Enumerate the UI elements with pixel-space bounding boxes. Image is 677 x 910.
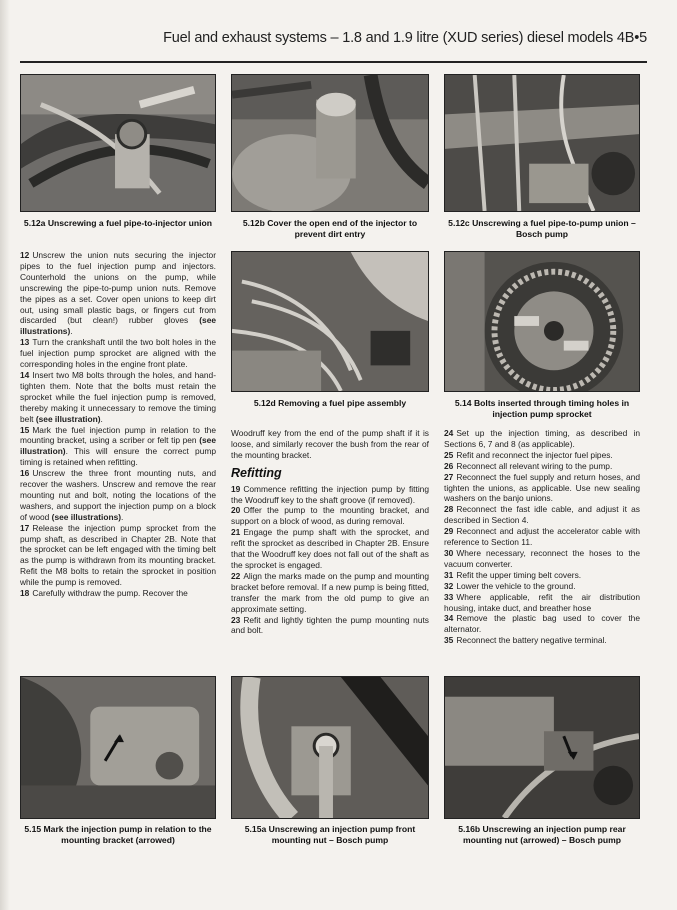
paragraph-26: 26 Reconnect all relevant wiring to the pump. — [444, 460, 613, 471]
paragraph-31: 31 Refit the upper timing belt covers. — [444, 569, 582, 580]
photo-5-12a — [20, 74, 216, 212]
subhead-refitting: Refitting — [231, 465, 282, 480]
paragraph-17: 17 Release the injection pump sprocket from the pump shaft, as described in Chapter 2B. Note that the sprocket can be left engaged with the timing belt as the pump is withdrawn from its mounting bracket. Refit the M8 bolts to retain the sprocket in position while the pump is removed. — [20, 522, 216, 588]
photo-5-15 — [20, 676, 216, 819]
caption-5-12a: 5.12a Unscrewing a fuel pipe-to-injector union — [23, 218, 213, 228]
caption-5-16b: 5.16b Unscrewing an injection pump rear mounting nut (arrowed) – Bosch pump — [458, 824, 626, 845]
paragraph-33: 33 Where applicable, refit the air distribution housing, intake duct, and breather hose — [444, 591, 640, 613]
paragraph-22: 22 Align the marks made on the pump and mounting bracket before removal. If a new pump is being fitted, transfer the mark from the old pump to give an approximate setting. — [231, 570, 429, 614]
paragraph-29: 29 Reconnect and adjust the accelerator cable with reference to Section 11. — [444, 526, 640, 548]
caption-5-14: 5.14 Bolts inserted through timing holes in injection pump sprocket — [454, 398, 630, 419]
photo-5-14 — [444, 251, 640, 392]
paragraph-28: 28 Reconnect the fast idle cable, and adjust it as described in Section 4. — [444, 504, 640, 526]
paragraph-30: 30 Where necessary, reconnect the hoses to the vacuum converter. — [444, 547, 640, 569]
paragraph-15: 15 Mark the fuel injection pump in relation to the mounting bracket, using a scriber or felt tip pen (see illustration). This will ensure the correct pump timing is retained when refitting. — [20, 424, 216, 468]
photo-5-12c — [444, 74, 640, 212]
header-rule — [20, 61, 647, 63]
caption-5-12c: 5.12c Unscrewing a fuel pipe-to-pump union – Bosch pump — [448, 218, 636, 239]
caption-5-15: 5.15 Mark the injection pump in relation to the mounting bracket (arrowed) — [24, 824, 212, 845]
paragraph-24: 24 Set up the injection timing, as described in Sections 6, 7 and 8 (as applicable). — [444, 428, 640, 449]
text-column-3 — [444, 428, 640, 646]
paragraph-16: 16 Unscrew the three front mounting nuts, and recover the washers. Unscrew and remove the rear mounting nut and bolt, noting the locations of the washers, and support the injection pump on a block of wood (see illustrations). — [20, 468, 216, 522]
paragraph-32: 32 Lower the vehicle to the ground. — [444, 580, 576, 591]
page-edge-shading — [0, 0, 10, 910]
paragraph-18-continued: Woodruff key from the end of the pump shaft if it is loose, and similarly recover the bush from the rear of the mounting bracket. — [231, 428, 429, 460]
running-head: Fuel and exhaust systems – 1.8 and 1.9 litre (XUD series) diesel models 4B•5 — [163, 30, 647, 46]
text-column-2 — [231, 428, 429, 636]
paragraph-23: 23 Refit and lightly tighten the pump mounting nuts and bolt. — [231, 614, 429, 636]
photo-5-12b — [231, 74, 429, 212]
caption-5-12b: 5.12b Cover the open end of the injector to prevent dirt entry — [242, 218, 418, 239]
paragraph-14: 14 Insert two M8 bolts through the holes, and hand-tighten them. Note that the bolts must retain the sprocket while the fuel injection pump is removed, thereby making it unnecessary to remove the timing belt (see illustration). — [20, 369, 216, 424]
paragraph-25: 25 Refit and reconnect the injector fuel pipes. — [444, 449, 613, 460]
paragraph-13: 13 Turn the crankshaft until the two bolt holes in the fuel injection pump sprocket are aligned with the corresponding holes in the engine front plate. — [20, 337, 216, 370]
paragraph-12: 12 Unscrew the union nuts securing the injector pipes to the fuel injection pump and injectors. Counterhold the unions on the pump, while unscrewing the pipe-to-pump union nuts. Remove the pipes as a set. Cover open unions to keep dirt out, using small plastic bags, or fingers cut from discarded (but clean!) rubber gloves (see illustrations). — [20, 250, 217, 337]
paragraph-27: 27 Reconnect the fuel supply and return hoses, and tighten the unions, as applicable. Use new sealing washers on the banjo unions. — [444, 471, 640, 504]
photo-5-15a — [231, 676, 429, 819]
caption-5-12d: 5.12d Removing a fuel pipe assembly — [253, 398, 407, 408]
paragraph-19: 19 Commence refitting the injection pump by fitting the Woodruff key to the shaft groove (if removed). — [231, 483, 429, 505]
paragraph-21: 21 Engage the pump shaft with the sprocket, and refit the sprocket as described in Chapter 2B. Ensure that the Woodruff key does not fall out of the shaft as the sprocket is engaged. — [231, 527, 429, 570]
paragraph-20: 20 Offer the pump to the mounting bracket, and support on a block of wood, as during removal. — [231, 505, 429, 527]
photo-5-16b — [444, 676, 640, 819]
paragraph-35: 35 Reconnect the battery negative terminal. — [444, 635, 607, 646]
caption-5-15a: 5.15a Unscrewing an injection pump front mounting nut – Bosch pump — [244, 824, 416, 845]
text-column-1 — [20, 250, 216, 599]
photo-5-12d — [231, 251, 429, 392]
paragraph-18: 18 Carefully withdraw the pump. Recover the — [20, 588, 188, 599]
paragraph-34: 34 Remove the plastic bag used to cover the alternator. — [444, 613, 640, 635]
